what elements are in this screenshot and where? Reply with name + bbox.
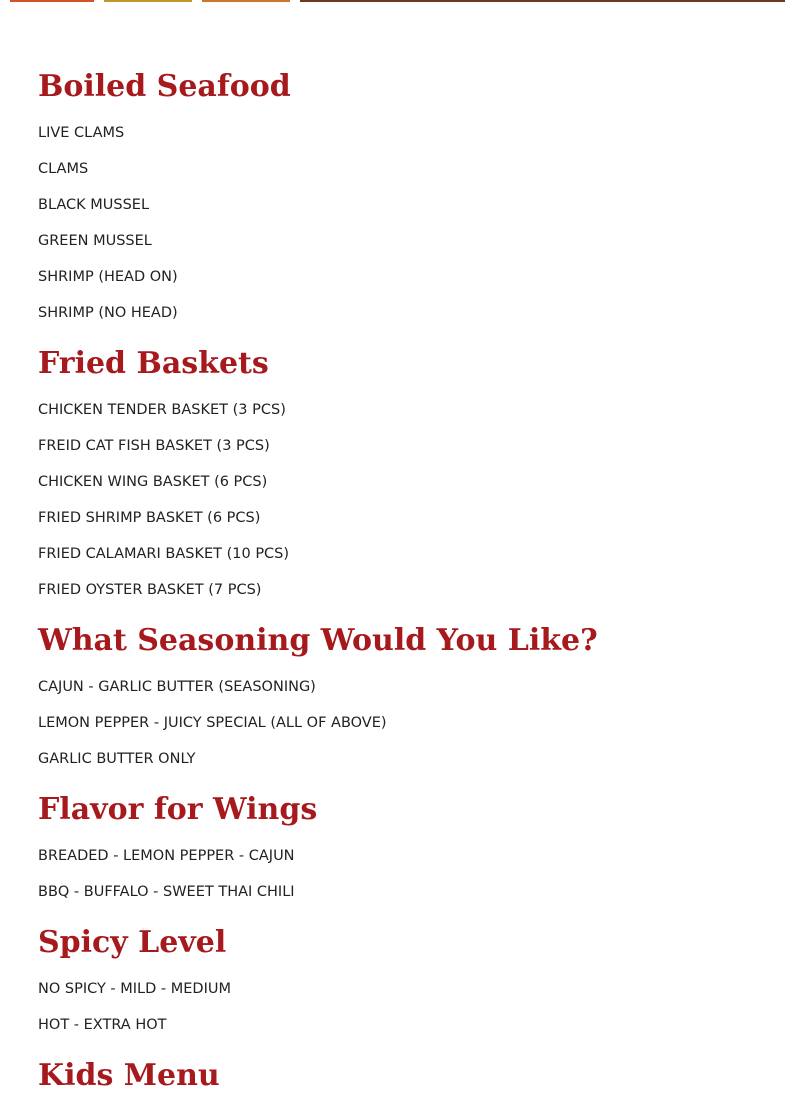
menu-item[interactable]: BREADED - LEMON PEPPER - CAJUN: [38, 848, 295, 864]
menu-item[interactable]: GARLIC BUTTER ONLY: [38, 751, 196, 767]
gallery-thumbnail-3[interactable]: [202, 0, 290, 2]
section-title-fried-baskets: Fried Baskets: [38, 346, 269, 381]
menu-item[interactable]: CHICKEN WING BASKET (6 PCS): [38, 474, 268, 490]
image-gallery-strip: [0, 0, 785, 2]
section-title-flavor-for-wings: Flavor for Wings: [38, 792, 318, 827]
menu-item[interactable]: FRIED OYSTER BASKET (7 PCS): [38, 582, 262, 598]
menu-item[interactable]: BBQ - BUFFALO - SWEET THAI CHILI: [38, 884, 295, 900]
section-title-spicy-level: Spicy Level: [38, 925, 227, 960]
menu-item[interactable]: BLACK MUSSEL: [38, 197, 150, 213]
menu-item[interactable]: HOT - EXTRA HOT: [38, 1017, 167, 1033]
gallery-thumbnail-1[interactable]: [10, 0, 94, 2]
menu-item[interactable]: CHICKEN TENDER BASKET (3 PCS): [38, 402, 286, 418]
menu-item[interactable]: CAJUN - GARLIC BUTTER (SEASONING): [38, 679, 316, 695]
menu-item[interactable]: SHRIMP (NO HEAD): [38, 305, 178, 321]
menu-item[interactable]: FRIED CALAMARI BASKET (10 PCS): [38, 546, 290, 562]
menu-item[interactable]: FRIED SHRIMP BASKET (6 PCS): [38, 510, 261, 526]
menu-item[interactable]: CLAMS: [38, 161, 89, 177]
gallery-thumbnail-4[interactable]: [300, 0, 785, 2]
menu-item[interactable]: GREEN MUSSEL: [38, 233, 152, 249]
section-title-kids-menu: Kids Menu: [38, 1058, 220, 1093]
menu-item[interactable]: LIVE CLAMS: [38, 125, 125, 141]
section-title-boiled-seafood: Boiled Seafood: [38, 69, 291, 104]
section-title-seasoning: What Seasoning Would You Like?: [38, 623, 598, 658]
menu-item[interactable]: SHRIMP (HEAD ON): [38, 269, 178, 285]
gallery-thumbnail-2[interactable]: [104, 0, 192, 2]
menu-item[interactable]: FREID CAT FISH BASKET (3 PCS): [38, 438, 270, 454]
menu-item[interactable]: NO SPICY - MILD - MEDIUM: [38, 981, 231, 997]
menu-item[interactable]: LEMON PEPPER - JUICY SPECIAL (ALL OF ABOVE): [38, 715, 387, 731]
